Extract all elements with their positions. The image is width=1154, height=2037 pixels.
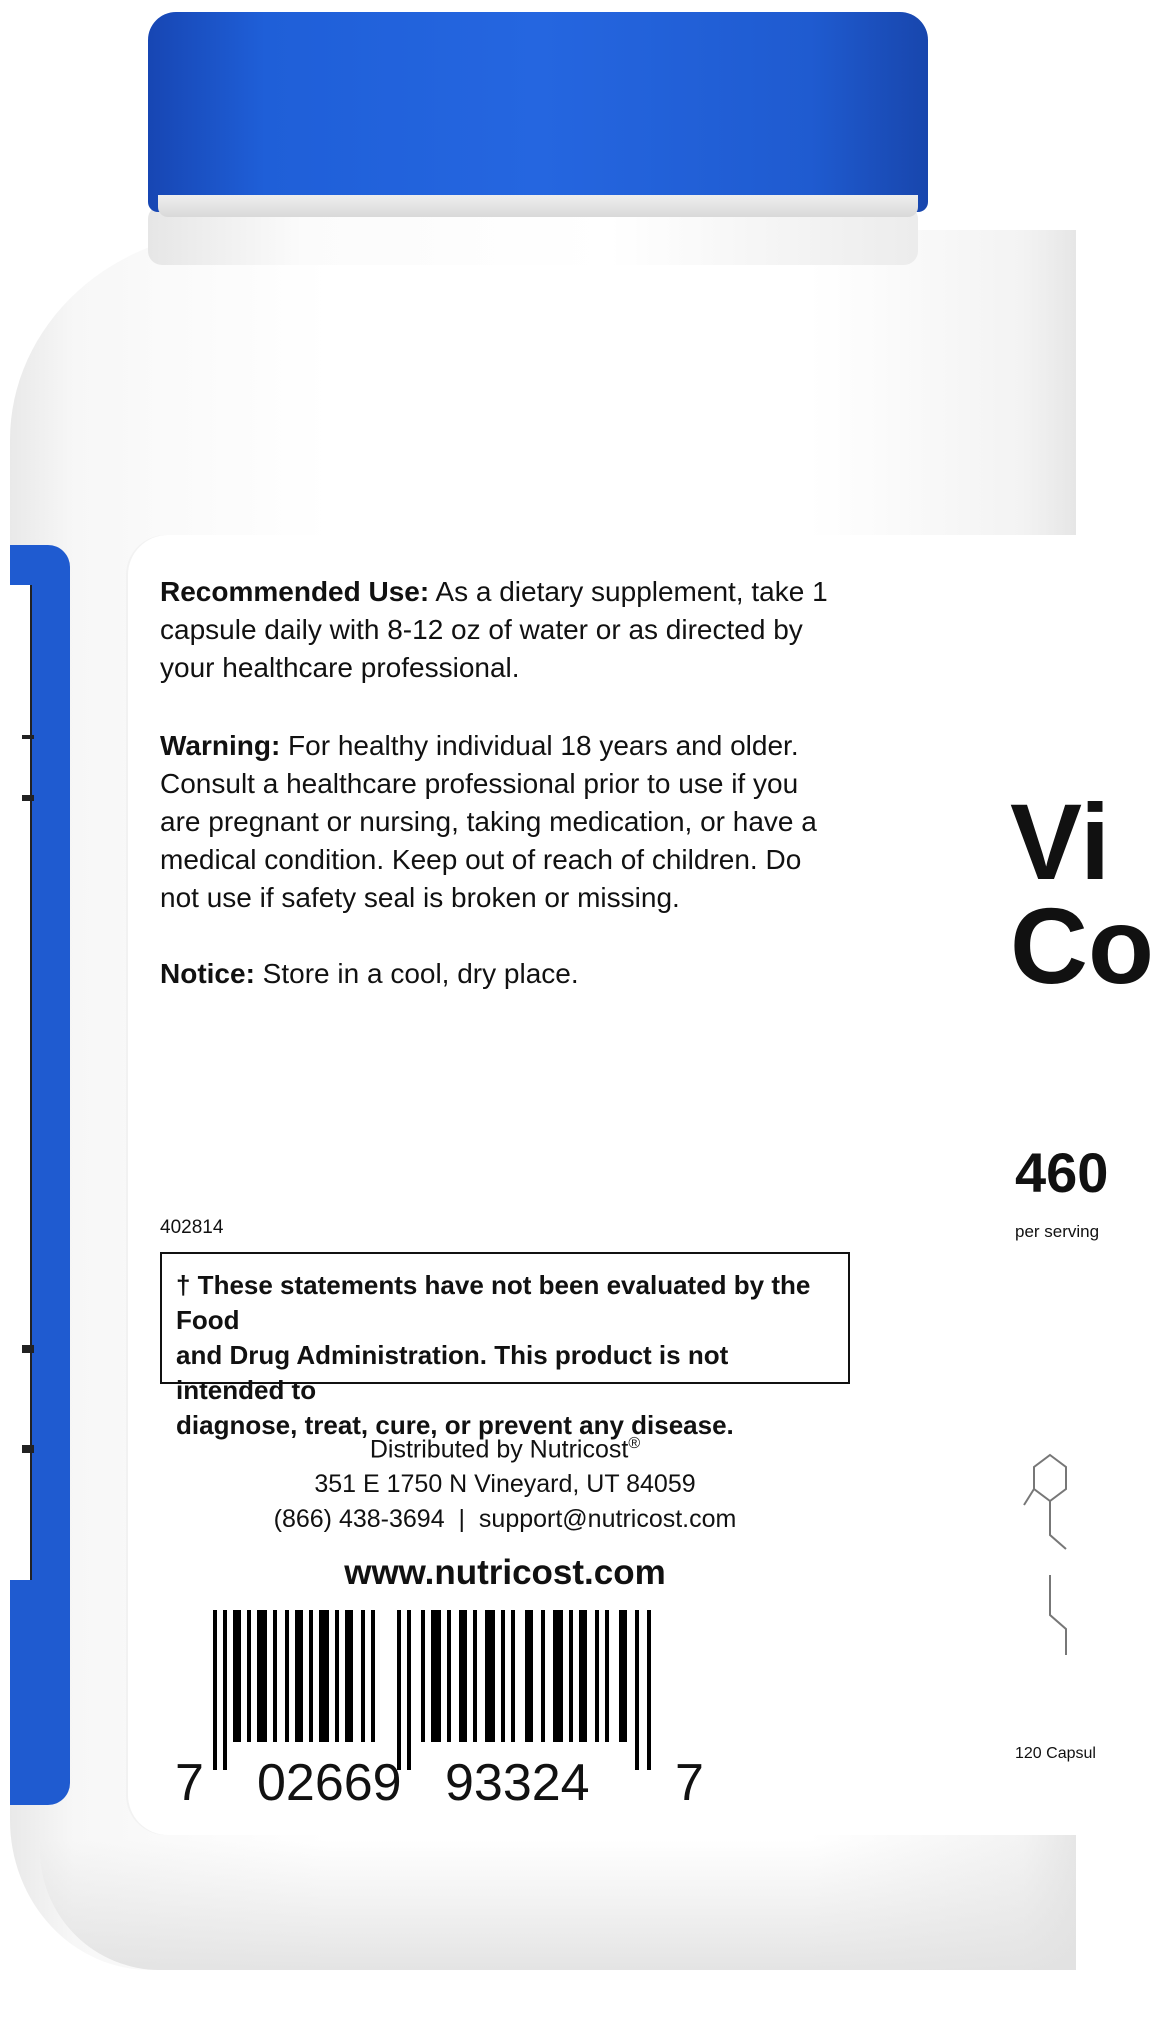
- distributor-line: Distributed by Nutricost: [369, 1435, 629, 1464]
- bottle-cap: [148, 12, 928, 212]
- recommended-use-line: As a dietary supplement, take 1: [429, 576, 828, 607]
- contact-separator: |: [458, 1505, 466, 1533]
- edge-mark: [22, 1345, 34, 1353]
- front-title-line: Co: [1010, 885, 1154, 1006]
- warning-line: Consult a healthcare professional prior to use if you: [160, 768, 799, 799]
- website-url: www.nutricost.com: [344, 1553, 666, 1592]
- recommended-use-text: [160, 573, 828, 687]
- phone-number: (866) 438-3694: [273, 1505, 445, 1533]
- fda-disclaimer-line: diagnose, treat, cure, or prevent any disease.: [176, 1410, 734, 1440]
- registered-mark: ®: [628, 1435, 641, 1452]
- warning-line: For healthy individual 18 years and older.: [280, 730, 799, 761]
- front-per-serving: per serving: [1015, 1222, 1100, 1241]
- notice-text: [160, 955, 579, 993]
- barcode-digit-right: 7: [675, 1754, 704, 1812]
- distributor: [160, 1435, 850, 1464]
- warning-line: not use if safety seal is broken or missing.: [160, 882, 680, 913]
- warning-heading: Warning:: [160, 730, 281, 761]
- notice-body: Store in a cool, dry place.: [254, 958, 579, 989]
- molecule-icon: [1020, 1445, 1076, 1675]
- front-capsule-count: 120 Capsul: [1015, 1745, 1096, 1762]
- upc-barcode: [175, 1610, 845, 1810]
- distributor-address: 351 E 1750 N Vineyard, UT 84059: [314, 1470, 696, 1498]
- recommended-use-line: capsule daily with 8-12 oz of water or as directed by: [160, 614, 803, 645]
- bottle-base-shadow: [40, 1840, 1076, 1970]
- front-product-title: [1010, 781, 1154, 1006]
- warning-text: [160, 727, 817, 917]
- notice-heading: Notice:: [160, 958, 255, 989]
- edge-mark: [22, 795, 34, 801]
- front-title-line: Vi: [1010, 781, 1111, 902]
- fda-disclaimer-line: † These statements have not been evaluated by the Food: [176, 1270, 811, 1335]
- warning-line: are pregnant or nursing, taking medication, or have a: [160, 806, 817, 837]
- warning-line: medical condition. Keep out of reach of children. Do: [160, 844, 802, 875]
- lot-number: 402814: [160, 1217, 224, 1238]
- fda-disclaimer: [160, 1252, 850, 1440]
- fda-disclaimer-line: and Drug Administration. This product is not intended to: [176, 1340, 729, 1405]
- supplement-facts-edge: [10, 585, 32, 1580]
- barcode-digit-left: 7: [175, 1754, 204, 1812]
- edge-mark: [22, 1445, 34, 1453]
- contact-line: [160, 1505, 850, 1534]
- barcode-digits-group1: 02669: [257, 1754, 402, 1812]
- support-email: support@nutricost.com: [478, 1505, 737, 1533]
- recommended-use-heading: Recommended Use:: [160, 576, 430, 607]
- barcode-graphic: [175, 1610, 845, 1810]
- front-amount: 460: [1015, 1141, 1109, 1204]
- recommended-use-line: your healthcare professional.: [160, 652, 520, 683]
- edge-mark: [22, 735, 34, 739]
- barcode-digits-group2: 93324: [445, 1754, 590, 1812]
- cap-rim: [158, 195, 918, 217]
